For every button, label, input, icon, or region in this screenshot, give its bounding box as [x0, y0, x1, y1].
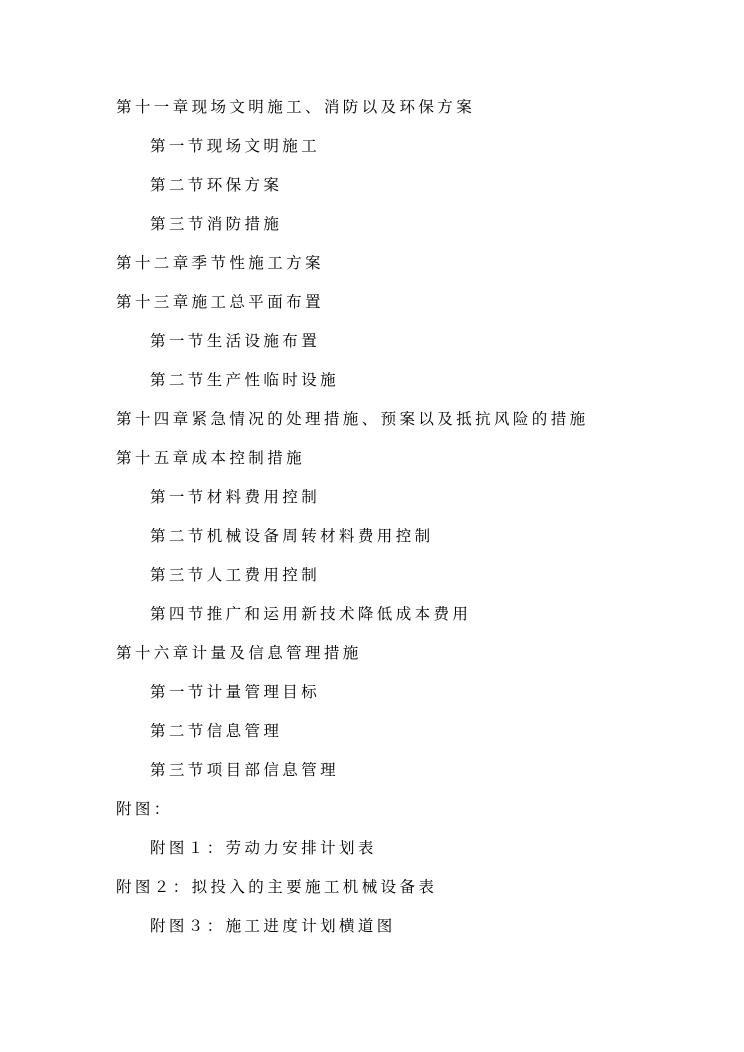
toc-appendix-3: 附图３：施工进度计划横道图	[150, 917, 396, 935]
toc-chapter-12: 第十二章季节性施工方案	[116, 254, 324, 272]
toc-appendix-heading: 附图：	[116, 800, 173, 818]
toc-chapter-11: 第十一章现场文明施工、消防以及环保方案	[116, 98, 476, 116]
toc-section-15-4: 第四节推广和运用新技术降低成本费用	[150, 605, 472, 623]
toc-section-11-2: 第二节环保方案	[150, 176, 283, 194]
toc-section-16-1: 第一节计量管理目标	[150, 683, 321, 701]
toc-appendix-1: 附图１：劳动力安排计划表	[150, 839, 377, 857]
toc-chapter-16: 第十六章计量及信息管理措施	[116, 644, 362, 662]
toc-section-16-2: 第二节信息管理	[150, 722, 283, 740]
toc-section-11-3: 第三节消防措施	[150, 215, 283, 233]
toc-section-15-1: 第一节材料费用控制	[150, 488, 321, 506]
toc-section-11-1: 第一节现场文明施工	[150, 137, 321, 155]
toc-section-16-3: 第三节项目部信息管理	[150, 761, 340, 779]
toc-chapter-15: 第十五章成本控制措施	[116, 449, 306, 467]
toc-section-13-1: 第一节生活设施布置	[150, 332, 321, 350]
toc-chapter-13: 第十三章施工总平面布置	[116, 293, 324, 311]
toc-section-15-3: 第三节人工费用控制	[150, 566, 321, 584]
toc-appendix-2: 附图２：拟投入的主要施工机械设备表	[116, 878, 438, 896]
toc-section-15-2: 第二节机械设备周转材料费用控制	[150, 527, 434, 545]
toc-section-13-2: 第二节生产性临时设施	[150, 371, 340, 389]
toc-chapter-14: 第十四章紧急情况的处理措施、预案以及抵抗风险的措施	[116, 410, 589, 428]
